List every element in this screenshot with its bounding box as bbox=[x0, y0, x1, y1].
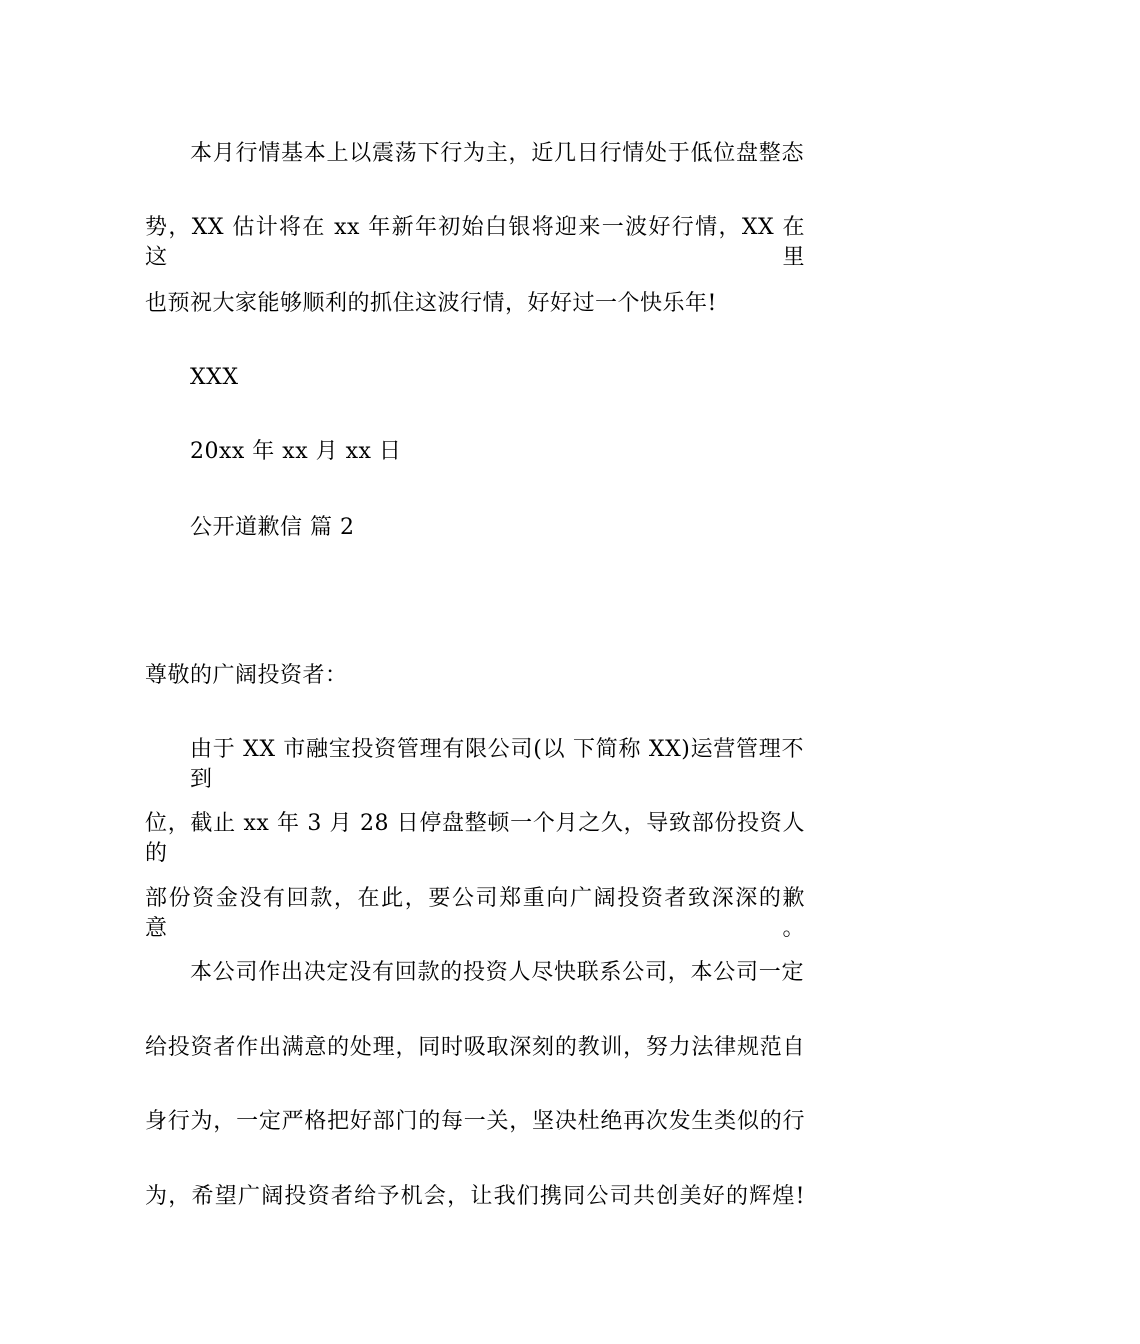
salutation: 尊敬的广阔投资者： bbox=[145, 663, 348, 688]
paragraph-line: 本月行情基本上以震荡下行为主，近几日行情处于低位盘整态 bbox=[190, 141, 804, 166]
paragraph-line: 也预祝大家能够顺利的抓住这波行情，好好过一个快乐年! bbox=[145, 291, 717, 316]
section-title: 公开道歉信 篇 2 bbox=[190, 515, 355, 540]
paragraph-line: 给投资者作出满意的处理，同时吸取深刻的教训，努力法律规范自 bbox=[145, 1035, 805, 1060]
paragraph-line: 身行为，一定严格把好部门的每一关，坚决杜绝再次发生类似的行 bbox=[145, 1109, 805, 1134]
paragraph-line: 本公司作出决定没有回款的投资人尽快联系公司，本公司一定 bbox=[190, 960, 804, 985]
paragraph-line: 势，XX 估计将在 xx 年新年初始白银将迎来一波好行情，XX 在这里 bbox=[145, 215, 805, 270]
signature-name: XXX bbox=[190, 365, 239, 390]
paragraph-line: 部份资金没有回款，在此，要公司郑重向广阔投资者致深深的歉意。 bbox=[145, 886, 805, 941]
signature-date: 20xx 年 xx 月 xx 日 bbox=[190, 439, 402, 464]
paragraph-line: 位，截止 xx 年 3 月 28 日停盘整顿一个月之久，导致部份投资人的 bbox=[145, 811, 805, 866]
paragraph-line: 为，希望广阔投资者给予机会，让我们携同公司共创美好的辉煌! bbox=[145, 1184, 805, 1209]
paragraph-line: 由于 XX 市融宝投资管理有限公司(以 下简称 XX)运营管理不到 bbox=[190, 737, 804, 792]
